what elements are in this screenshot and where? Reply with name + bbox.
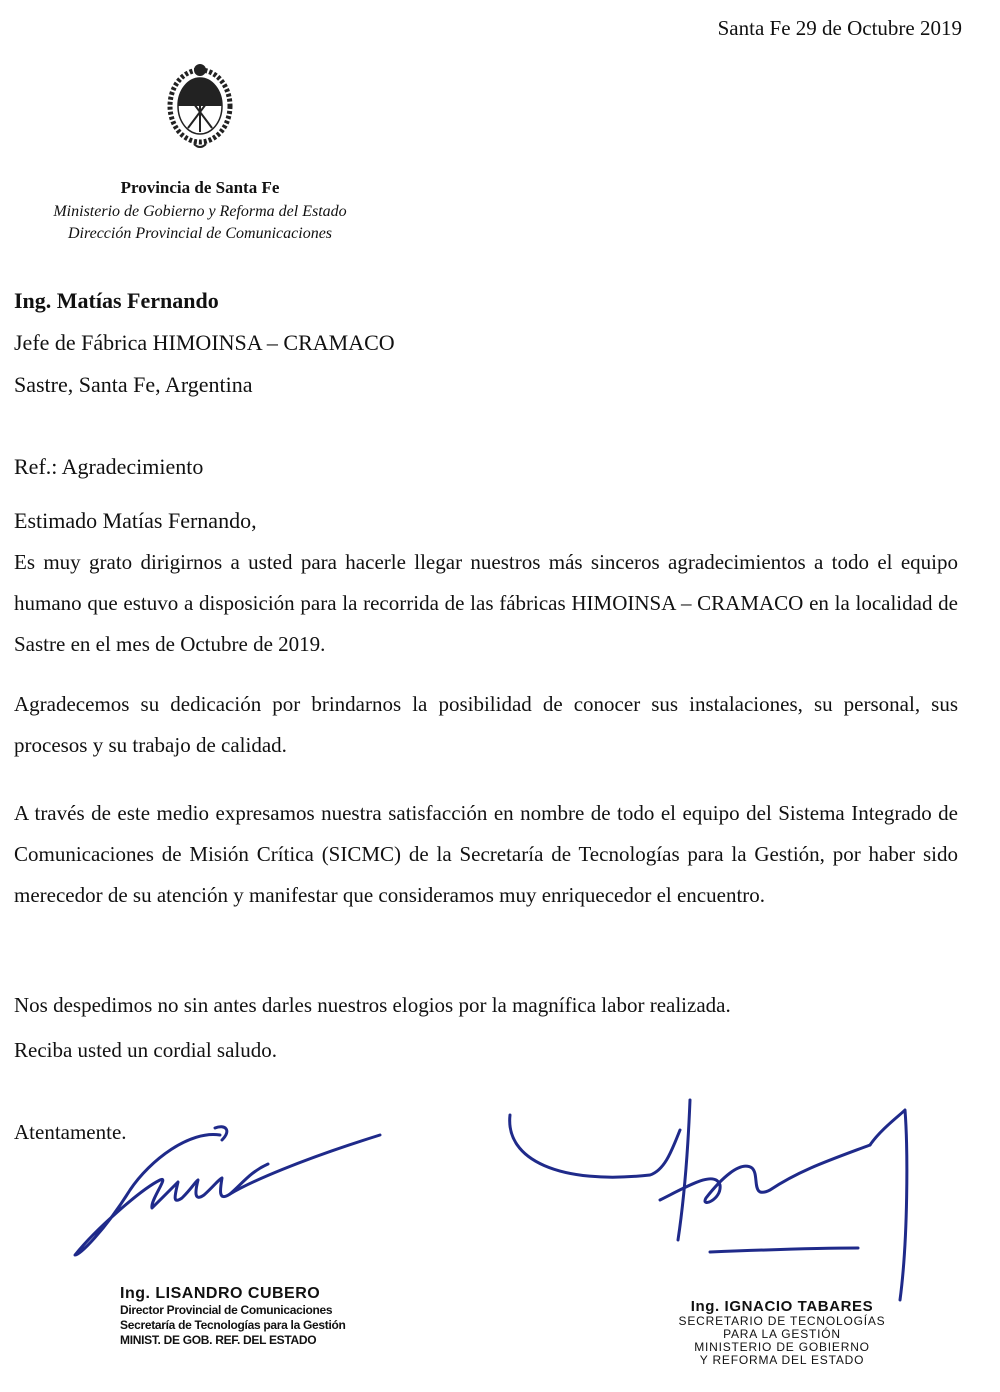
recipient-name: Ing. Matías Fernando xyxy=(14,288,219,313)
signer-left-ministry: MINIST. DE GOB. REF. DEL ESTADO xyxy=(120,1333,317,1347)
letter-date: Santa Fe 29 de Octubre 2019 xyxy=(717,16,962,40)
signer-left-name: Ing. LISANDRO CUBERO xyxy=(120,1285,321,1302)
salutation: Estimado Matías Fernando, xyxy=(14,508,257,533)
paragraph-satisfaction: A través de este medio expresamos nuestra satisfacción en nombre de todo el equipo del Sistema Integrado de Comunicaciones de Misión Crítica (SICMC) de la Secretaría de Tecnologías para la Gestión, por haber sido merecedor de su atención y manifestar que consideramos muy enriquecedor el encuentro. xyxy=(14,801,958,907)
signer-right-role: SECRETARIO DE TECNOLOGÍAS xyxy=(678,1314,886,1328)
signer-left-role: Director Provincial de Comunicaciones xyxy=(120,1303,333,1317)
signature-left xyxy=(75,1127,380,1255)
org-province: Provincia de Santa Fe xyxy=(120,178,280,197)
signature-block-left xyxy=(120,1285,346,1348)
signatures-ink xyxy=(0,1090,1000,1310)
recipient-title: Jefe de Fábrica HIMOINSA – CRAMACO xyxy=(14,330,395,355)
recipient-location: Sastre, Santa Fe, Argentina xyxy=(14,372,253,397)
provincial-coat-of-arms-icon xyxy=(160,56,240,152)
org-directorate: Dirección Provincial de Comunicaciones xyxy=(67,225,333,242)
signer-left-secretariat: Secretaría de Tecnologías para la Gestión xyxy=(120,1318,346,1332)
signature-right xyxy=(510,1100,907,1300)
signature-block-right xyxy=(672,1298,892,1367)
paragraph-farewell: Nos despedimos no sin antes darles nuestros elogios por la magnífica labor realizada. xyxy=(14,993,731,1017)
paragraph-dedication: Agradecemos su dedicación por brindarnos la posibilidad de conocer sus instalaciones, su personal, sus procesos y su trabajo de calidad. xyxy=(14,692,958,757)
reference-line: Ref.: Agradecimiento xyxy=(14,454,204,479)
org-ministry: Ministerio de Gobierno y Reforma del Estado xyxy=(53,203,347,220)
signer-right-role-cont: PARA LA GESTIÓN xyxy=(723,1327,841,1341)
signer-right-ministry: MINISTERIO DE GOBIERNO xyxy=(694,1340,870,1354)
closing: Atentamente. xyxy=(14,1120,127,1144)
signer-right-name: Ing. IGNACIO TABARES xyxy=(690,1298,874,1315)
signer-right-ministry-cont: Y REFORMA DEL ESTADO xyxy=(699,1353,865,1367)
paragraph-thanks: Es muy grato dirigirnos a usted para hacerle llegar nuestros más sinceros agradecimientos a todo el equipo humano que estuvo a disposición para la recorrida de las fábricas HIMOINSA – CRAMACO en la localidad de Sastre en el mes de Octubre de 2019. xyxy=(14,550,958,656)
paragraph-greeting: Reciba usted un cordial saludo. xyxy=(14,1038,278,1062)
